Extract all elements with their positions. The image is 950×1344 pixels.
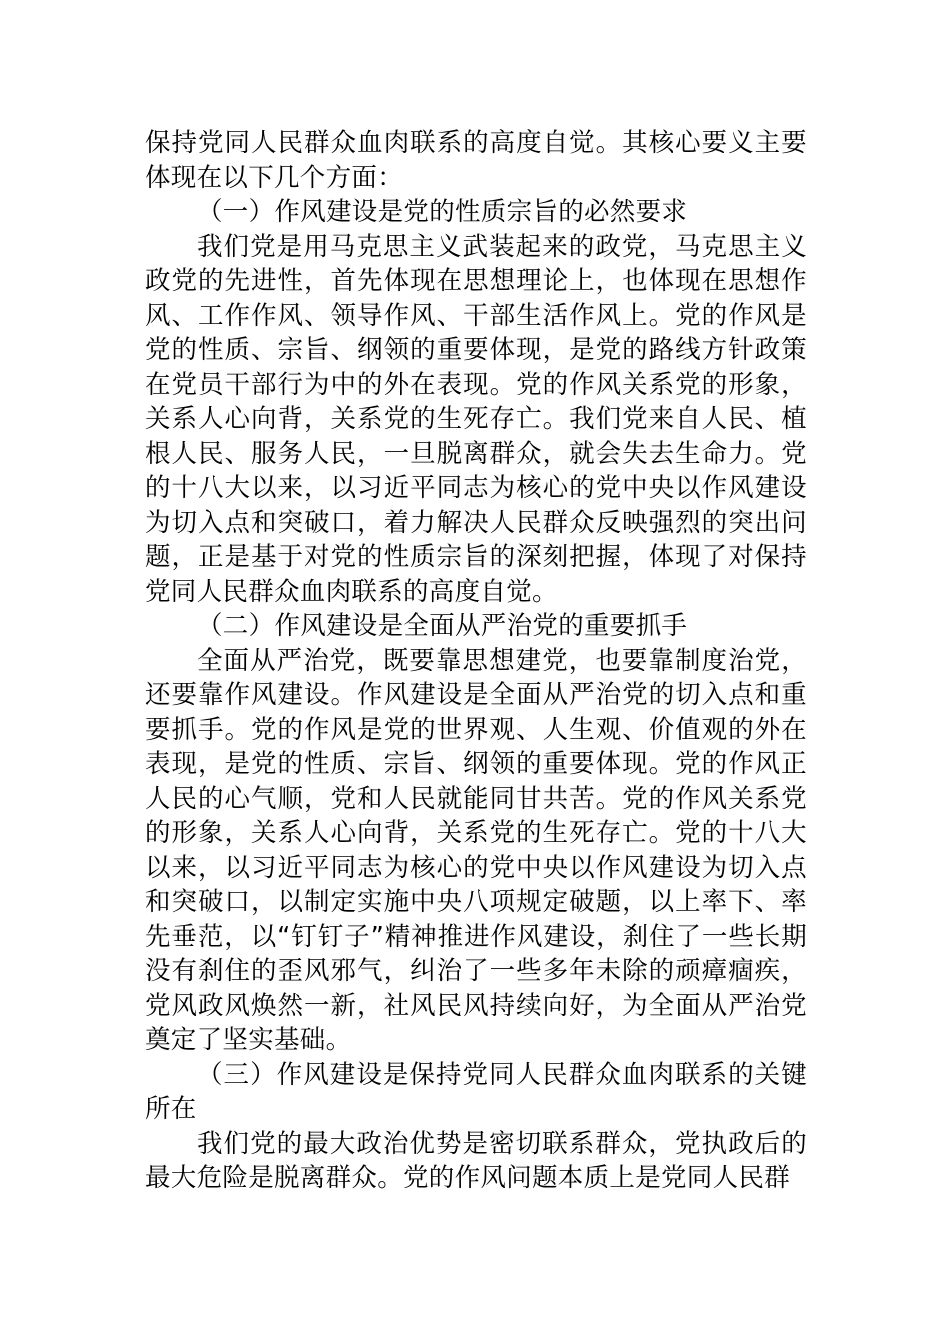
section-paragraph-3: 我们党的最大政治优势是密切联系群众，党执政后的最大危险是脱离群众。党的作风问题本质上是党同人民群 — [145, 1128, 807, 1193]
document-body — [145, 126, 807, 1196]
section-heading-1: （一）作风建设是党的性质宗旨的必然要求 — [197, 197, 688, 227]
section-heading-3: （三）作风建设是保持党同人民群众血肉联系的关键所在 — [145, 1059, 807, 1124]
section-heading-2: （二）作风建设是全面从严治党的重要抓手 — [197, 611, 688, 641]
section-paragraph-1: 我们党是用马克思主义武装起来的政党，马克思主义政党的先进性，首先体现在思想理论上，也体现在思想作风、工作作风、领导作风、干部生活作风上。党的作风是党的性质、宗旨、纲领的重要体现，是党的路线方针政策在党员干部行为中的外在表现。党的作风关系党的形象，关系人心向背，关系党的生死存亡。我们党来自人民、植根人民、服务人民，一旦脱离群众，就会失去生命力。党的十八大以来，以习近平同志为核心的党中央以作风建设为切入点和突破口，着力解决人民群众反映强烈的突出问题，正是基于对党的性质宗旨的深刻把握，体现了对保持党同人民群众血肉联系的高度自觉。 — [145, 231, 807, 607]
section-paragraph-2: 全面从严治党，既要靠思想建党，也要靠制度治党，还要靠作风建设。作风建设是全面从严治党的切入点和重要抓手。党的作风是党的世界观、人生观、价值观的外在表现，是党的性质、宗旨、纲领的重要体现。党的作风正人民的心气顺，党和人民就能同甘共苦。党的作风关系党的形象，关系人心向背，关系党的生死存亡。党的十八大以来，以习近平同志为核心的党中央以作风建设为切入点和突破口，以制定实施中央八项规定破题，以上率下、率先垂范，以“钉钉子”精神推进作风建设，刹住了一些长期没有刹住的歪风邪气，纠治了一些多年未除的顽瘴痼疾，党风政风焕然一新，社风民风持续向好，为全面从严治党奠定了坚实基础。 — [145, 645, 807, 1055]
opening-paragraph: 保持党同人民群众血肉联系的高度自觉。其核心要义主要体现在以下几个方面： — [145, 128, 807, 193]
